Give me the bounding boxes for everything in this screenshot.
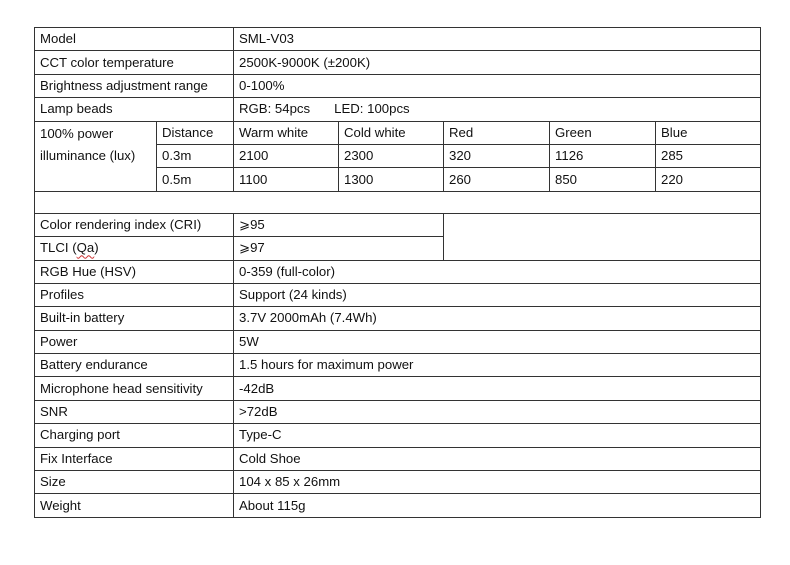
spec-row-cct xyxy=(35,51,761,74)
illuminance-header: Blue xyxy=(656,121,761,144)
spec-table xyxy=(34,27,761,518)
illuminance-cell: 285 xyxy=(656,144,761,167)
spec-row xyxy=(35,424,761,447)
illuminance-header: Warm white xyxy=(234,121,339,144)
spec-row-cri xyxy=(35,213,761,236)
spec-value: 0-359 (full-color) xyxy=(234,260,761,283)
spec-row-model xyxy=(35,28,761,51)
spec-row xyxy=(35,377,761,400)
illuminance-cell: 1126 xyxy=(550,144,656,167)
illuminance-header: Distance xyxy=(157,121,234,144)
spec-label: Profiles xyxy=(35,283,234,306)
spec-value: ⩾95 xyxy=(234,213,444,236)
illuminance-header-row xyxy=(35,121,761,144)
illuminance-cell: 2300 xyxy=(339,144,444,167)
spec-value: ⩾97 xyxy=(234,237,444,260)
spec-label: Charging port xyxy=(35,424,234,447)
spec-label: CCT color temperature xyxy=(35,51,234,74)
lamp-beads-rgb: RGB: 54pcs xyxy=(239,101,311,117)
illuminance-label-line2: illuminance (lux) xyxy=(40,147,136,163)
spec-value: 5W xyxy=(234,330,761,353)
spec-row-tlci xyxy=(35,237,761,260)
illuminance-label-line1: 100% power xyxy=(40,125,114,141)
spec-row xyxy=(35,494,761,517)
illuminance-cell: 850 xyxy=(550,168,656,191)
spec-value: >72dB xyxy=(234,400,761,423)
spec-value: 1.5 hours for maximum power xyxy=(234,354,761,377)
illuminance-cell: 260 xyxy=(444,168,550,191)
spec-row-brightness xyxy=(35,74,761,97)
empty-cell xyxy=(444,237,761,260)
spec-value: Support (24 kinds) xyxy=(234,283,761,306)
illuminance-cell: 220 xyxy=(656,168,761,191)
spacer-row xyxy=(35,191,761,213)
spec-row xyxy=(35,260,761,283)
spec-value: 2500K-9000K (±200K) xyxy=(234,51,761,74)
spec-value: 3.7V 2000mAh (7.4Wh) xyxy=(234,307,761,330)
illuminance-cell: 2100 xyxy=(234,144,339,167)
spec-label: Microphone head sensitivity xyxy=(35,377,234,400)
spec-row xyxy=(35,354,761,377)
lamp-beads-led: LED: 100pcs xyxy=(334,101,410,117)
spec-label: Lamp beads xyxy=(35,98,234,121)
spec-value: Type-C xyxy=(234,424,761,447)
spec-label: Built-in battery xyxy=(35,307,234,330)
spec-label: Size xyxy=(35,471,234,494)
spec-value xyxy=(234,98,761,121)
tlci-label-suffix: ) xyxy=(94,240,99,256)
illuminance-header: Red xyxy=(444,121,550,144)
tlci-label-prefix: TLCI ( xyxy=(40,240,77,256)
spec-value: 0-100% xyxy=(234,74,761,97)
spec-label: Brightness adjustment range xyxy=(35,74,234,97)
illuminance-label xyxy=(35,121,157,191)
spec-label: Color rendering index (CRI) xyxy=(35,213,234,236)
spec-value: -42dB xyxy=(234,377,761,400)
spec-row xyxy=(35,400,761,423)
illuminance-cell: 0.5m xyxy=(157,168,234,191)
spec-label xyxy=(35,237,234,260)
spec-value: SML-V03 xyxy=(234,28,761,51)
spec-label: SNR xyxy=(35,400,234,423)
spec-row xyxy=(35,471,761,494)
spec-label: Weight xyxy=(35,494,234,517)
spec-label: RGB Hue (HSV) xyxy=(35,260,234,283)
illuminance-cell: 1300 xyxy=(339,168,444,191)
illuminance-header: Cold white xyxy=(339,121,444,144)
spec-row xyxy=(35,283,761,306)
illuminance-cell: 0.3m xyxy=(157,144,234,167)
spec-label: Battery endurance xyxy=(35,354,234,377)
spec-row xyxy=(35,307,761,330)
spec-row xyxy=(35,447,761,470)
illuminance-cell: 1100 xyxy=(234,168,339,191)
tlci-label-qa: Qa xyxy=(76,240,95,256)
spec-label: Fix Interface xyxy=(35,447,234,470)
empty-cell xyxy=(444,213,761,236)
spec-row xyxy=(35,330,761,353)
spec-value: About 115g xyxy=(234,494,761,517)
spacer-cell xyxy=(35,191,761,213)
spec-row-lamp-beads xyxy=(35,98,761,121)
spec-label: Power xyxy=(35,330,234,353)
spec-label: Model xyxy=(35,28,234,51)
spec-value: 104 x 85 x 26mm xyxy=(234,471,761,494)
illuminance-header: Green xyxy=(550,121,656,144)
spec-value: Cold Shoe xyxy=(234,447,761,470)
illuminance-cell: 320 xyxy=(444,144,550,167)
